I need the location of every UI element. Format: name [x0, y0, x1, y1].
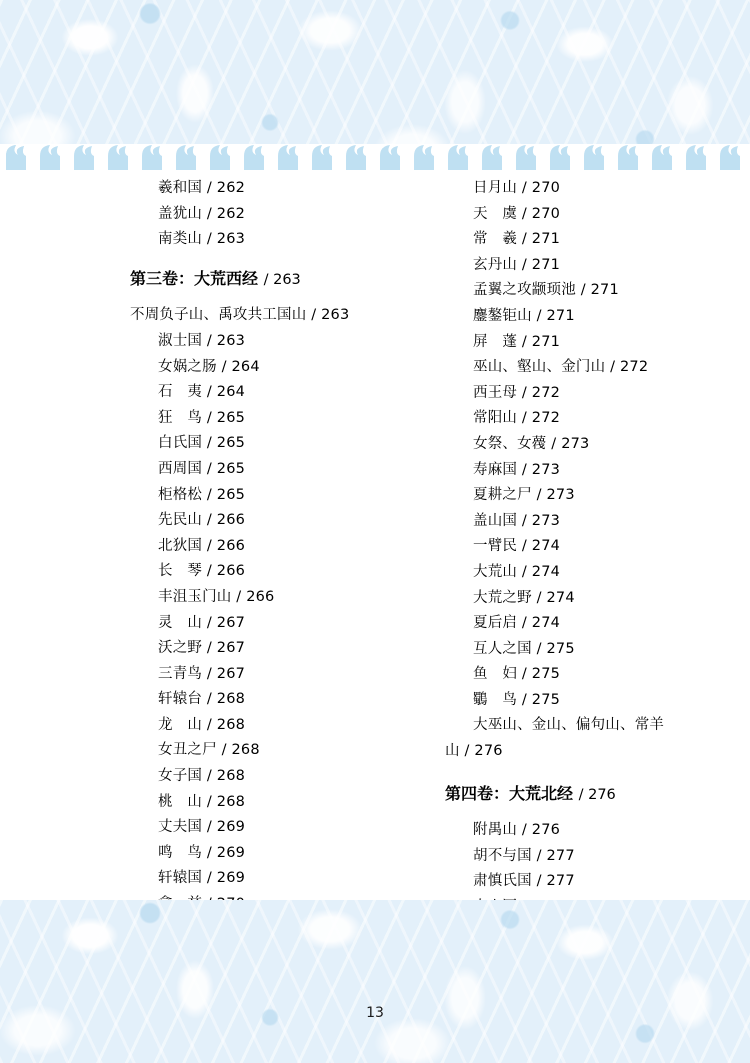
toc-entry[interactable]: 三青鸟 / 267	[158, 665, 246, 682]
toc-column-left	[130, 176, 435, 921]
toc-entry[interactable]: 鏖鏊钜山 / 271	[473, 307, 575, 324]
toc-entry[interactable]: 鸣 鸟 / 269	[158, 844, 246, 861]
toc-entry[interactable]: 常 羲 / 271	[473, 231, 561, 248]
toc-entry[interactable]: 巫山、壑山、金门山 / 272	[473, 359, 649, 376]
toc-entry[interactable]: 狂 鸟 / 265	[158, 409, 246, 426]
volume-heading-4-title: 第四卷：大荒北经	[445, 783, 574, 803]
toc-entry[interactable]: 屏 蓬 / 271	[473, 333, 561, 350]
toc-entry[interactable]: 大荒之野 / 274	[473, 589, 575, 606]
toc-entry[interactable]: 羲和国 / 262	[158, 180, 246, 196]
toc-entry-wrapped-line1[interactable]: 大巫山、金山、偏句山、常羊	[473, 717, 665, 734]
volume-heading-3[interactable]	[130, 266, 435, 294]
toc-entry[interactable]: 南类山 / 263	[158, 231, 246, 248]
toc-entry[interactable]: 寿麻国 / 273	[473, 461, 561, 478]
floral-pattern-bottom	[0, 900, 750, 1063]
toc-entry[interactable]: 附禺山 / 276	[473, 822, 561, 839]
toc-entry[interactable]: 女祭、女薎 / 273	[473, 435, 590, 452]
toc-entry[interactable]: 龙 山 / 268	[158, 716, 246, 733]
scallop-border-top	[0, 144, 750, 170]
toc-entry[interactable]: 女丑之尸 / 268	[158, 742, 260, 759]
volume-heading-4-page: / 276	[578, 786, 616, 803]
volume-heading-4[interactable]	[445, 781, 750, 809]
toc-entry[interactable]: 北狄国 / 266	[158, 537, 246, 554]
toc-entry[interactable]: 女子国 / 268	[158, 768, 246, 785]
toc-entry[interactable]: 长 琴 / 266	[158, 563, 246, 580]
toc-content	[0, 170, 750, 900]
toc-entry[interactable]: 天 虞 / 270	[473, 205, 561, 222]
toc-column-right	[445, 176, 750, 921]
toc-entry[interactable]: 石 夷 / 264	[158, 384, 246, 401]
toc-entry[interactable]: 丰沮玉门山 / 266	[158, 588, 275, 605]
toc-entry[interactable]: 女娲之肠 / 264	[158, 358, 260, 375]
toc-entry[interactable]: 西王母 / 272	[473, 384, 561, 401]
toc-entry-wrapped-line2[interactable]: 山 / 276	[445, 743, 503, 760]
toc-entry[interactable]: 互人之国 / 275	[473, 640, 575, 657]
toc-entry[interactable]: 鸀 鸟 / 275	[473, 691, 561, 708]
page-number: 13	[366, 1005, 384, 1021]
toc-entry[interactable]: 玄丹山 / 271	[473, 256, 561, 273]
toc-entry[interactable]: 白氏国 / 265	[158, 435, 246, 452]
volume-heading-3-page: / 263	[263, 271, 301, 288]
volume-heading-3-title: 第三卷：大荒西经	[130, 268, 259, 288]
toc-entry[interactable]: 西周国 / 265	[158, 460, 246, 477]
toc-entry[interactable]: 沃之野 / 267	[158, 640, 246, 657]
bottom-ornament-band	[0, 900, 750, 1063]
toc-entry[interactable]: 一臂民 / 274	[473, 538, 561, 555]
toc-entry[interactable]: 肃慎氏国 / 277	[473, 873, 575, 890]
toc-entry[interactable]: 柜格松 / 265	[158, 486, 246, 503]
toc-entry[interactable]: 不周负子山、禹攻共工国山 / 263	[130, 307, 350, 324]
toc-entry[interactable]: 大荒山 / 274	[473, 563, 561, 580]
toc-entry[interactable]: 日月山 / 270	[473, 180, 561, 196]
toc-entry[interactable]: 夏后启 / 274	[473, 615, 561, 632]
toc-entry[interactable]: 夏耕之尸 / 273	[473, 487, 575, 504]
toc-entry[interactable]: 丈夫国 / 269	[158, 819, 246, 836]
toc-entry[interactable]: 盖山国 / 273	[473, 512, 561, 529]
toc-entry[interactable]: 常阳山 / 272	[473, 410, 561, 427]
toc-entry[interactable]: 先民山 / 266	[158, 512, 246, 529]
toc-entry[interactable]: 盖犹山 / 262	[158, 205, 246, 222]
toc-entry[interactable]: 鱼 妇 / 275	[473, 666, 561, 683]
toc-columns	[0, 176, 750, 921]
toc-entry[interactable]: 轩辕台 / 268	[158, 691, 246, 708]
toc-entry[interactable]: 灵 山 / 267	[158, 614, 246, 631]
toc-entry[interactable]: 淑士国 / 263	[158, 332, 246, 349]
toc-entry[interactable]: 桃 山 / 268	[158, 793, 246, 810]
toc-entry[interactable]: 孟翼之攻颛顼池 / 271	[473, 282, 619, 299]
toc-entry[interactable]: 轩辕国 / 269	[158, 870, 246, 887]
toc-entry[interactable]: 胡不与国 / 277	[473, 847, 575, 864]
